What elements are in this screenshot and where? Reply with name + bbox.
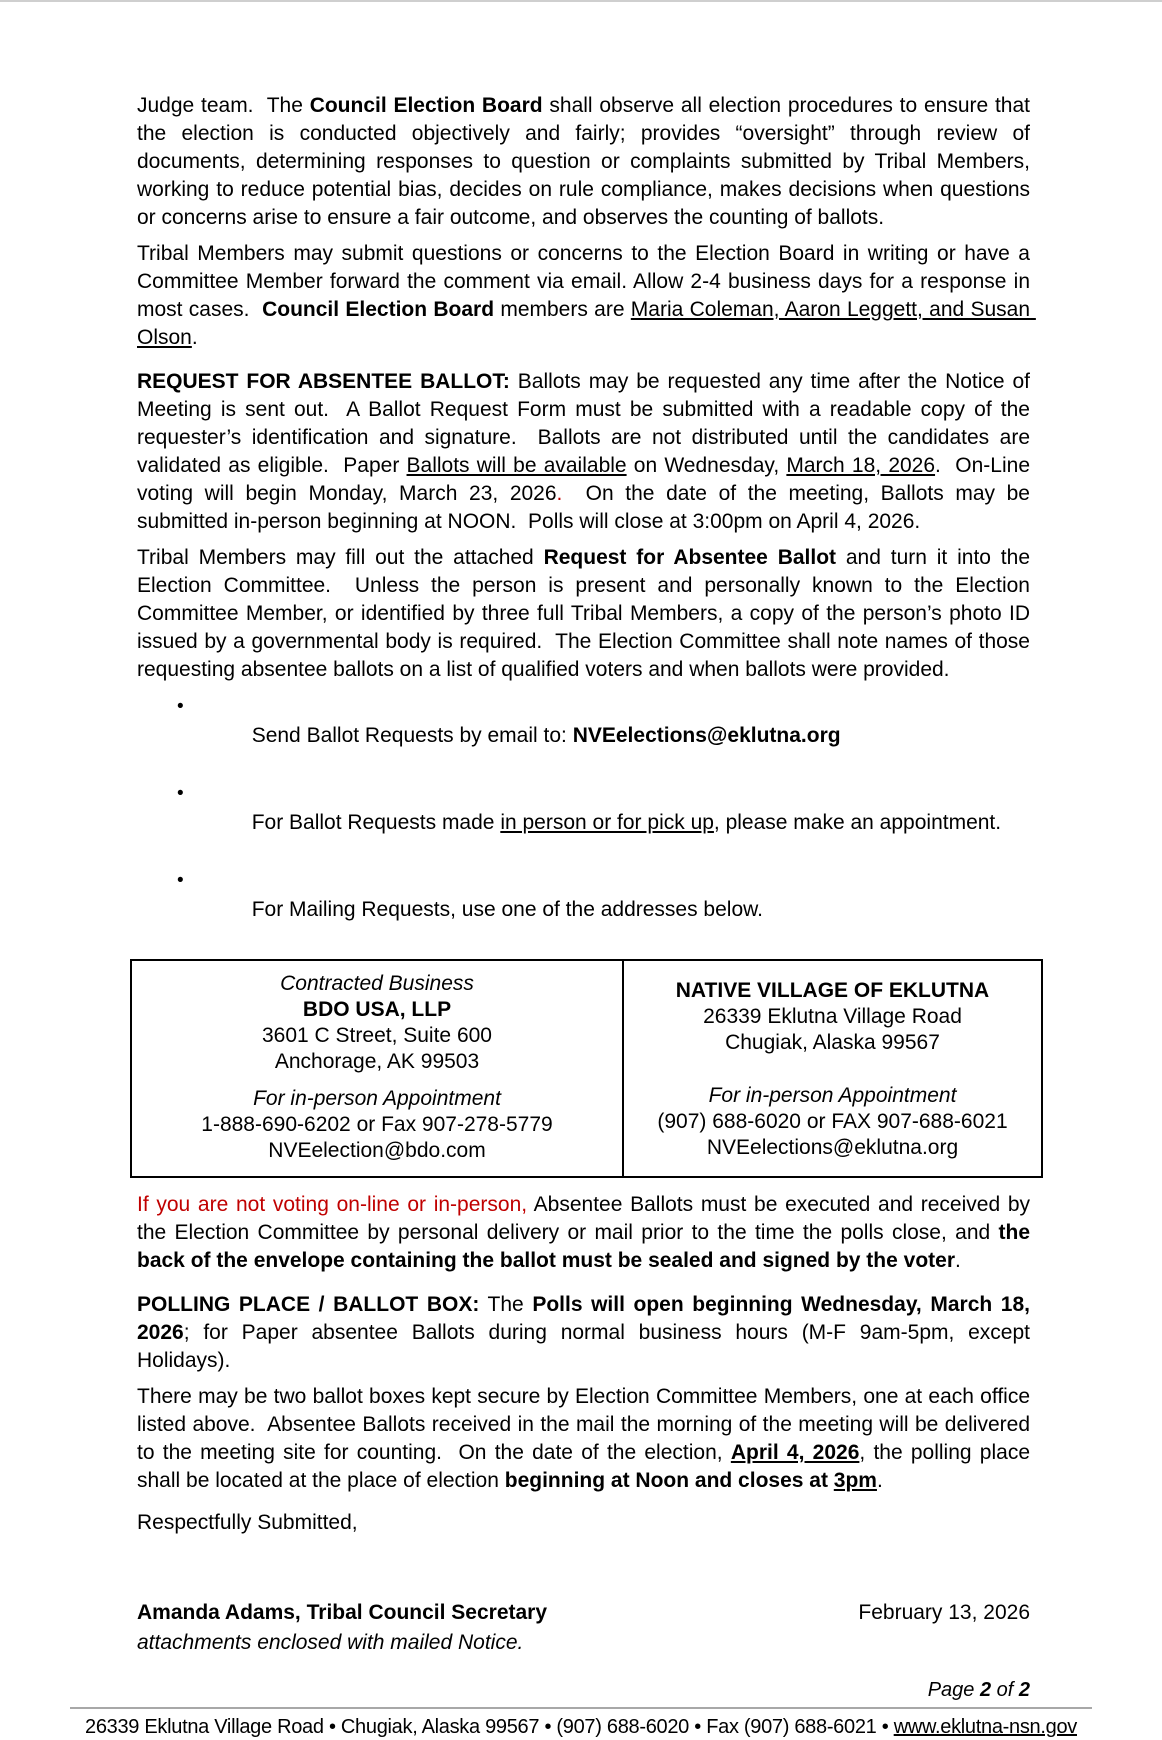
signature-row [137,1599,1030,1627]
text-segment: , please make an appointment. [713,811,1002,834]
page-footer [0,1714,1162,1740]
address-line: 26339 Eklutna Village Road [703,1005,962,1028]
text-segment: POLLING PLACE / BALLOT BOX: [137,1293,480,1316]
text-segment: in person or for pick up [500,811,714,834]
text-segment: On the date of the meeting, Ballots may be submitted in-person beginning at NOON. Polls will close at 3:00pm on April 4, 2026. [137,482,1036,533]
bullet-icon: • [177,696,184,717]
text-segment: Polls will open beginning Wednesday, March 18, 2026 [137,1293,1036,1344]
text-segment: Send Ballot Requests by email to: [251,724,573,747]
text-segment: Tribal Members may fill out the attached [137,546,544,569]
text-segment: beginning at Noon and closes at [504,1469,834,1492]
address-line: NATIVE VILLAGE OF EKLUTNA [675,979,990,1002]
bullet-email-requests [175,692,1030,779]
text-segment: The [479,1293,533,1316]
not-voting-section [137,1191,1036,1275]
text-segment: on Wednesday, [626,454,787,477]
paragraph-submit-questions [137,240,1036,352]
paragraph-request-absentee-ballot [137,368,1036,536]
text-segment: 2 [979,1679,992,1701]
text-segment: April 4, 2026 [730,1441,860,1464]
text-segment: ; for Paper absentee Ballots during normal business hours (M-F 9am-5pm, except Holidays). [137,1321,1036,1372]
address-line: NVEelections@eklutna.org [706,1136,959,1159]
footer-website-link[interactable]: www.eklutna-nsn.gov [893,1716,1077,1738]
text-segment: 2 [1018,1679,1030,1701]
text-segment: 3pm [833,1469,877,1492]
paragraph-fill-out-request [137,544,1036,684]
text-segment: Request for Absentee Ballot [543,546,837,569]
text-segment: members are [494,298,631,321]
text-segment: and turn it into the Election Committee. Unless the person is present and personally known to the Election Committee Member, or identified by three full Tribal Members, a copy of the person’s photo ID issued by a governmental body is required. The Election Committee shall note names of those requesting absentee ballots on a list of qualified voters and when ballots were provided. [137,546,1036,681]
footer-divider [70,1707,1092,1709]
text-segment: , the polling place shall be located at the place of election [137,1441,1036,1492]
text-segment: Tribal Members may submit questions or concerns to the Election Board in writing or have a Committee Member forward the comment via email. Allow 2-4 business days for a response in most cases. [137,242,1036,321]
paragraph-polling-place [137,1291,1036,1375]
text-segment: Ballots may be requested any time after the Notice of Meeting is sent out. A Ballot Request Form must be submitted with a readable copy of the requester’s identification and signature. Ballots are not distributed until the candidates are validated as eligible. Paper [137,370,1036,477]
text-segment: Council Election Board [262,298,495,321]
address-line: NVEelection@bdo.com [268,1139,486,1162]
text-segment: There may be two ballot boxes kept secure by Election Committee Members, one at each office listed above. Absentee Ballots received in the mail the morning of the meeting will be delivered to the meeting site for counting. On the date of the election, [137,1385,1036,1464]
attachments-note: attachments enclosed with mailed Notice. [137,1631,524,1654]
address-line: Chugiak, Alaska 99567 [725,1031,940,1054]
text-segment: the back of the envelope containing the ballot must be sealed and signed by the voter [137,1221,1036,1272]
bullet-icon: • [177,870,184,891]
text-segment: . [876,1469,883,1492]
signature-name: Amanda Adams, Tribal Council Secretary [137,1601,548,1624]
text-segment: For Ballot Requests made [251,811,501,834]
signature-date: February 13, 2026 [858,1601,1030,1624]
text-segment: March 18, 2026 [786,454,936,477]
address-cell-bdo [131,960,623,1177]
text-segment: If you are not voting on-line or in-person, [137,1193,528,1216]
text-segment: Maria Coleman, Aaron Leggett, and Susan Olson [137,298,1036,349]
address-line: 1-888-690-6202 or Fax 907-278-5779 [201,1113,553,1136]
address-line: For in-person Appointment [253,1087,501,1110]
text-segment: Ballots will be available [406,454,627,477]
address-line: BDO USA, LLP [302,998,452,1021]
text-segment: NVEelections@eklutna.org [572,724,841,747]
paragraph-judge-team [137,92,1036,232]
bullet-in-person-requests [175,779,1030,866]
text-segment: 26339 Eklutna Village Road • Chugiak, Alaska 99567 • (907) 688-6020 • Fax (907) 688-6021 • [85,1716,894,1738]
paragraph-ballot-boxes [137,1383,1036,1495]
document-body [0,2,1162,1703]
text-segment: of [991,1679,1019,1701]
closing-line: Respectfully Submitted, [137,1511,358,1534]
text-segment: Absentee Ballots must be executed and received by the Election Committee by personal delivery or mail prior to the time the polls close, and [137,1193,1036,1244]
text-segment: Page [927,1679,980,1701]
text-segment: . [556,482,563,505]
text-segment: . On-Line voting will begin Monday, March 23, 2026 [137,454,1036,505]
text-segment: Council Election Board [309,94,543,117]
address-line: Anchorage, AK 99503 [274,1050,480,1073]
text-segment: shall observe all election procedures to ensure that the election is conducted objectively and fairly; provides “oversight” through review of documents, determining responses to question or complaints submitted by Tribal Members, working to reduce potential bias, decides on rule compliance, makes decisions when questions or concerns arise to ensure a fair outcome, and observes the counting of ballots. [137,94,1036,229]
paragraph-not-voting-warning [137,1191,1036,1275]
text-segment: Judge team. The [137,94,310,117]
mailing-address-table [130,959,1043,1178]
ballot-request-bullet-list [175,692,1030,953]
text-segment: . [191,326,198,349]
address-line: 3601 C Street, Suite 600 [262,1024,492,1047]
text-segment: . [955,1249,961,1272]
text-segment: For Mailing Requests, use one of the addresses below. [251,898,763,921]
address-line: For in-person Appointment [708,1084,957,1107]
address-cell-eklutna [623,960,1042,1177]
address-line: (907) 688-6020 or FAX 907-688-6021 [657,1110,1008,1133]
text-segment: REQUEST FOR ABSENTEE BALLOT: [137,370,510,393]
bullet-mailing-requests [175,866,1030,953]
page-number-indicator [137,1677,1030,1703]
address-line: Contracted Business [280,972,474,995]
bullet-icon: • [177,783,184,804]
